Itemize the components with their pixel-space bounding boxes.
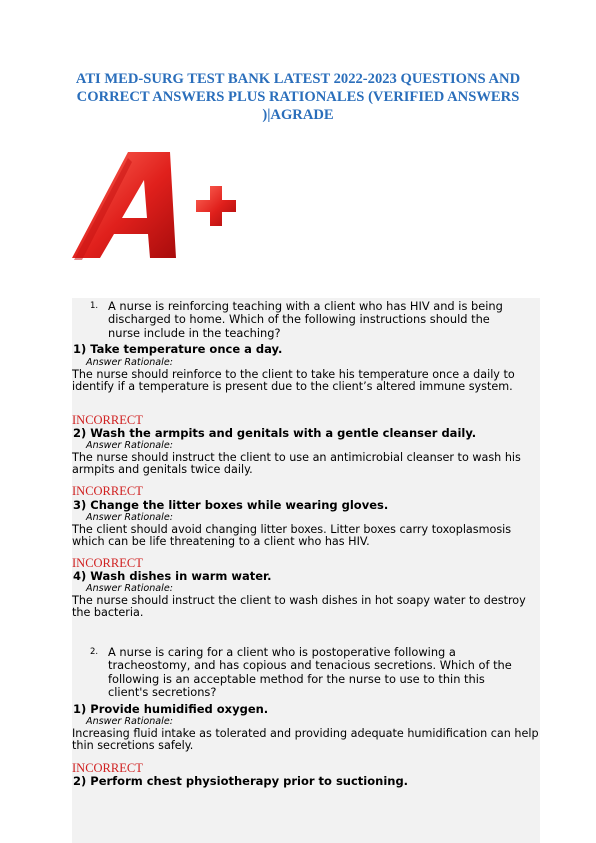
- answer-option: 2) Perform chest physiotherapy prior to suctioning.: [73, 774, 409, 788]
- incorrect-label: INCORRECT: [72, 556, 143, 570]
- answer-option: 1) Provide humidified oxygen.: [73, 702, 269, 716]
- incorrect-label: INCORRECT: [72, 761, 143, 775]
- rationale-label: Answer Rationale:: [86, 440, 173, 451]
- rationale-label: Answer Rationale:: [86, 512, 173, 523]
- answer-option: 2) Wash the armpits and genitals with a gentle cleanser daily.: [73, 426, 477, 440]
- rationale-text: Increasing fluid intake as tolerated and providing adequate humidification can help thin secretions safely.: [72, 727, 539, 753]
- document-title: ATI MED-SURG TEST BANK LATEST 2022-2023 QUESTIONS AND CORRECT ANSWERS PLUS RATIONALES (VERIFIED ANSWERS )|AGRADE: [75, 71, 521, 123]
- rationale-text: The nurse should instruct the client to wash dishes in hot soapy water to destroy the bacteria.: [72, 594, 526, 620]
- a-plus-grade-logo: [70, 150, 260, 262]
- incorrect-label: INCORRECT: [72, 413, 143, 427]
- answer-option: 1) Take temperature once a day.: [73, 342, 283, 356]
- question-text: A nurse is caring for a client who is postoperative following a tracheostomy, and has copious and tenacious secretions. Which of the following is an acceptable method for the nurse to use to thin this client's secretions?: [108, 645, 512, 699]
- answer-option: 3) Change the litter boxes while wearing gloves.: [73, 498, 389, 512]
- rationale-label: Answer Rationale:: [86, 716, 173, 727]
- question-number: 1.: [90, 301, 99, 311]
- question-number: 2.: [90, 647, 99, 657]
- rationale-label: Answer Rationale:: [86, 357, 173, 368]
- rationale-text: The nurse should instruct the client to use an antimicrobial cleanser to wash his armpits and genitals twice daily.: [72, 451, 521, 477]
- question-text: A nurse is reinforcing teaching with a client who has HIV and is being discharged to home. Which of the following instructions should the nurse include in the teaching?: [108, 299, 503, 340]
- incorrect-label: INCORRECT: [72, 484, 143, 498]
- rationale-text: The client should avoid changing litter boxes. Litter boxes carry toxoplasmosis which can be life threatening to a client who has HIV.: [72, 523, 512, 549]
- answer-option: 4) Wash dishes in warm water.: [73, 569, 272, 583]
- rationale-text: The nurse should reinforce to the client to take his temperature once a daily to identify if a temperature is present due to the client’s altered immune system.: [72, 368, 515, 394]
- rationale-label: Answer Rationale:: [86, 583, 173, 594]
